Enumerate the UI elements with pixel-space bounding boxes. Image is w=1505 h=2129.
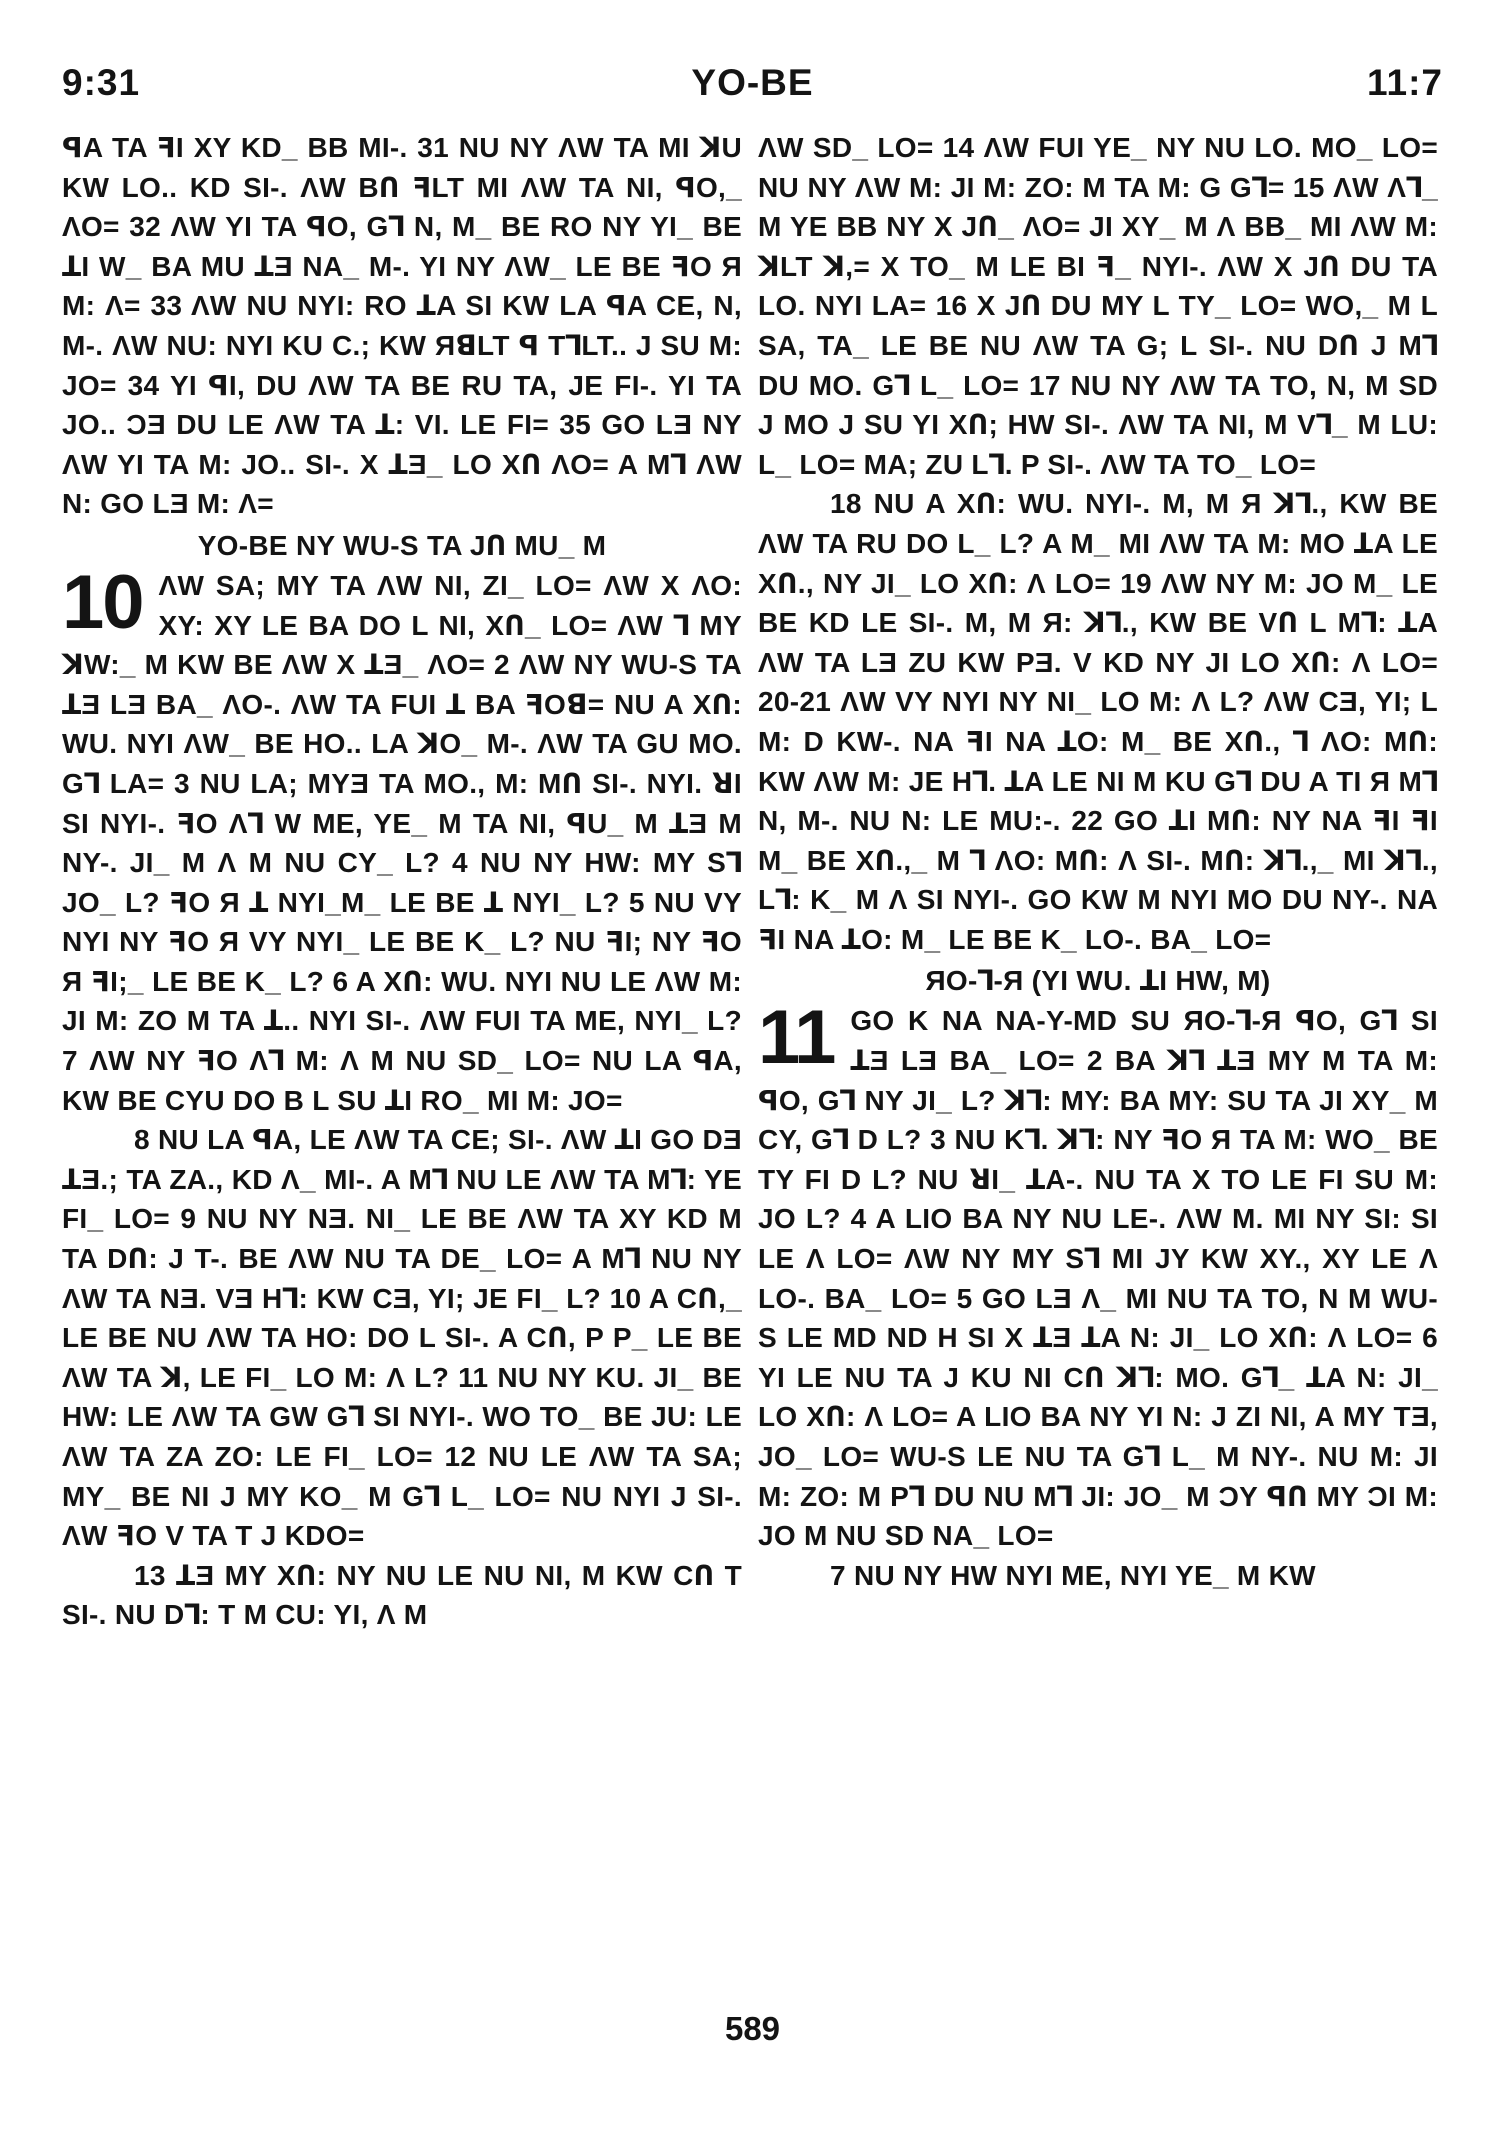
paragraph-verse-14: ΛW SD_ LO= 14 ΛW FUI YE_ NY NU LO. MO_ LO= NU NY ΛW M: JI M: ZO: M TA M: G G⅂= 15 ΛW Λ⅂_ M YE BB NY X JՈ_ ΛO= JI XY_ M Λ BB_ MI ΛW M: ꓘLT ꓘ,= X TO_ M LE BI ꟻ_ NYI-. ΛW X JՈ DU TA LO. NYI LA= 16 X JՈ DU MY L TY_ LO= WO,_ M L SA, TA_ LE BE NU ΛW TA G; L SI-. NU DՈ J M⅂ DU MO. G⅂ L_ LO= 17 NU NY ΛW TA TO, N, M SD J MO J SU YI XՈ; HW SI-. ΛW TA NI, M V⅂_ M LU: L_ LO= MA; ZU L⅂. P SI-. ΛW TA TO_ LO= bbox=[758, 132, 1438, 480]
page-number: 589 bbox=[724, 2010, 781, 2047]
page-header bbox=[62, 62, 1443, 114]
paragraph-verse-7: 7 NU NY HW NYI ME, NYI YE_ M KW bbox=[830, 1559, 1316, 1591]
left-column bbox=[62, 128, 742, 1635]
header-start-reference: 9:31 bbox=[62, 62, 141, 103]
header-book-title: YO-BE bbox=[691, 62, 814, 103]
paragraph-chapter11-start bbox=[758, 995, 1438, 1555]
right-column bbox=[758, 128, 1438, 1595]
paragraph-chapter9-end: ꟼA TA ꟻI XY KD_ BB MI-. 31 NU NY ΛW TA MI ꓘU KW LO.. KD SI-. ΛW BՈ ꟻLT MI ΛW TA NI, ꟼO,_ ΛO= 32 ΛW YI TA ꟼO, G⅂ N, M_ BE RO NY YI_ BE ꓕI W_ BA MU ꓕƎ NA_ M-. YI NY ΛW_ LE BE ꟻO Я M: Λ= 33 ΛW NU NYI: RO ꓕA SI KW LA ꟼA CE, N, M-. ΛW NU: NYI KU C.; KW ЯꓭLT ꟼ TꓶLT.. J SU M: JO= 34 YI ꟼI, DU ΛW TA BE RU TA, JE FI-. YI TA JO.. ƆƎ DU LE ΛW TA ꓕ: VI. LE FI= 35 GO LƎ NY ΛW YI TA M: JO.. SI-. X ꓕƎ_ LO XՈ ΛO= A M⅂ ΛW N: GO LƎ M: Λ= bbox=[62, 132, 742, 520]
paragraph-verse-13: 13 ꓕƎ MY XՈ: NY NU LE NU NI, M KW CՈ T SI-. NU D⅂: T M CU: YI, Λ M bbox=[62, 1559, 742, 1631]
chapter-number-10: 10 bbox=[62, 559, 143, 645]
section-heading-zophar: ЯO-ꓶ-Я (YI WU. ꓕI HW, M) bbox=[925, 965, 1271, 997]
paragraph-chapter10-start bbox=[62, 559, 742, 1120]
header-end-reference: 11:7 bbox=[1366, 62, 1443, 103]
paragraph-chapter11-text: GO K NA NA-Y-MD SU ЯO-ꓶ-Я ꟼO, G⅂ SI ꓕƎ LƎ BA_ LO= 2 BA ꓘꓶ ꓕƎ MY M TA M: ꟼO, G⅂ NY JI_ L? ꓘꓶ: MY: BA MY: SU TA JI XY_ M CY, G⅂ D L? 3 NU K⅂. ꓘ⅂: NY ꟻO Я TA M: WO_ BE TY FI D L? NU ꓤI_ ꓕA-. NU TA X TO LE FI SU M: JO L? 4 A LIO BA NY NU LE-. ΛW M. MI NY SI: SI LE Λ LO= ΛW NY MY S⅂ MI JY KW XY., XY LE Λ LO-. BA_ LO= 5 GO LƎ Λ_ MI NU TA TO, N M WU-S LE MD ND H SI X ꓕƎ ꓕA N: JI_ LO XՈ: Λ LO= 6 YI LE NU TA J KU NI CՈ ꓘꓶ: MO. G⅂_ ꓕA N: JI_ LO XՈ: Λ LO= A LIO BA NY YI N: J ZI NI, A MY TƎ, JO_ LO= WU-S LE NU TA G⅂ L_ M NY-. NU M: JI M: ZO: M P⅂ DU NU M⅂ JI: JO_ M ƆY ꟼՈ MY ƆI M: JO M NU SD NA_ LO= bbox=[758, 1005, 1438, 1552]
paragraph-chapter10-text: ΛW SA; MY TA ΛW NI, ZI_ LO= ΛW X ΛO: XY: XY LE BA DO L NI, XՈ_ LO= ΛW ⅂ MY ꓘW:_ M KW BE ΛW X ꓕƎ_ ΛO= 2 ΛW NY WU-S TA ꓕƎ LƎ BA_ ΛO-. ΛW TA FUI ꓕ BA ꟻOꓭ= NU A XՈ: WU. NYI ΛW_ BE HO.. LA ꓘO_ M-. ΛW TA GU MO. G⅂ LA= 3 NU LA; MYƎ TA MO., M: MՈ SI-. NYI. ꓤI SI NYI-. ꟻO Λ⅂ W ME, YE_ M TA NI, ꟼU_ M ꓕƎ M NY-. JI_ M Λ M NU CY_ L? 4 NU NY HW: MY S⅂ JO_ L? ꟻO Я ꓕ NYI_M_ LE BE ꓕ NYI_ L? 5 NU VY NYI NY ꟻO Я VY NYI_ LE BE K_ L? NU ꟻI; NY ꟻO Я ꟻI;_ LE BE K_ L? 6 A XՈ: WU. NYI NU LE ΛW M: JI M: ZO M TA ꓕ.. NYI SI-. ΛW FUI TA ME, NYI_ L? 7 ΛW NY ꟻO Λ⅂ M: Λ M NU SD_ LO= NU LA ꟼA, KW BE CYU DO B L SU ꓕI RO_ MI M: JO= bbox=[62, 569, 742, 1116]
section-heading-yobe: YO-BE NY WU-S TA JՈ MU_ M bbox=[197, 529, 607, 561]
paragraph-verse-18: 18 NU A XՈ: WU. NYI-. M, M Я ꓘꓶ., KW BE ΛW TA RU DO L_ L? A M_ MI ΛW TA M: MO ꓕA LE XՈ., NY JI_ LO XՈ: Λ LO= 19 ΛW NY M: JO M_ LE BE KD LE SI-. M, M Я: ꓘꓶ., KW BE VՈ L M⅂: ꓕA ΛW TA LƎ ZU KW PƎ. V KD NY JI LO XՈ: Λ LO= 20-21 ΛW VY NYI NY NI_ LO M: Λ L? ΛW CƎ, YI; L M: D KW-. NA ꟻI NA ꓕO: M_ BE XՈ., ⅂ ΛO: MՈ: KW ΛW M: JE H⅂. ꓕA LE NI M KU G⅂ DU A TI Я M⅂ N, M-. NU N: LE MU:-. 22 GO ꓕI MՈ: NY NA ꟻI ꟻI M_ BE XՈ.,_ M ⅂ ΛO: MՈ: Λ SI-. MՈ: ꓘꓶ.,_ MI ꓘꓶ., L⅂: K_ M Λ SI NYI-. GO KW M NYI MO DU NY-. NA ꟻI NA ꓕO: M_ LE BE K_ LO-. BA_ LO= bbox=[758, 488, 1438, 955]
chapter-number-11: 11 bbox=[758, 995, 835, 1081]
paragraph-verse-8: 8 NU LA ꟼA, LE ΛW TA CE; SI-. ΛW ꓕI GO DƎ ꓕƎ.; TA ZA., KD Λ_ MI-. A M⅂ NU LE ΛW TA M⅂: YE FI_ LO= 9 NU NY NƎ. NI_ LE BE ΛW TA XY KD M TA DՈ: J T-. BE ΛW NU TA DE_ LO= A M⅂ NU NY ΛW TA NƎ. VƎ H⅂: KW CƎ, YI; JE FI_ L? 10 A CՈ,_ LE BE NU ΛW TA HO: DO L SI-. A CՈ, P P_ LE BE ΛW TA ꓘ, LE FI_ LO M: Λ L? 11 NU NY KU. JI_ BE HW: LE ΛW TA GW G⅂ SI NYI-. WO TO_ BE JU: LE ΛW TA ZA ZO: LE FI_ LO= 12 NU LE ΛW TA SA; MY_ BE NI J MY KO_ M G⅂ L_ LO= NU NYI J SI-. ΛW ꟻO V TA T J KDO= bbox=[62, 1124, 742, 1552]
